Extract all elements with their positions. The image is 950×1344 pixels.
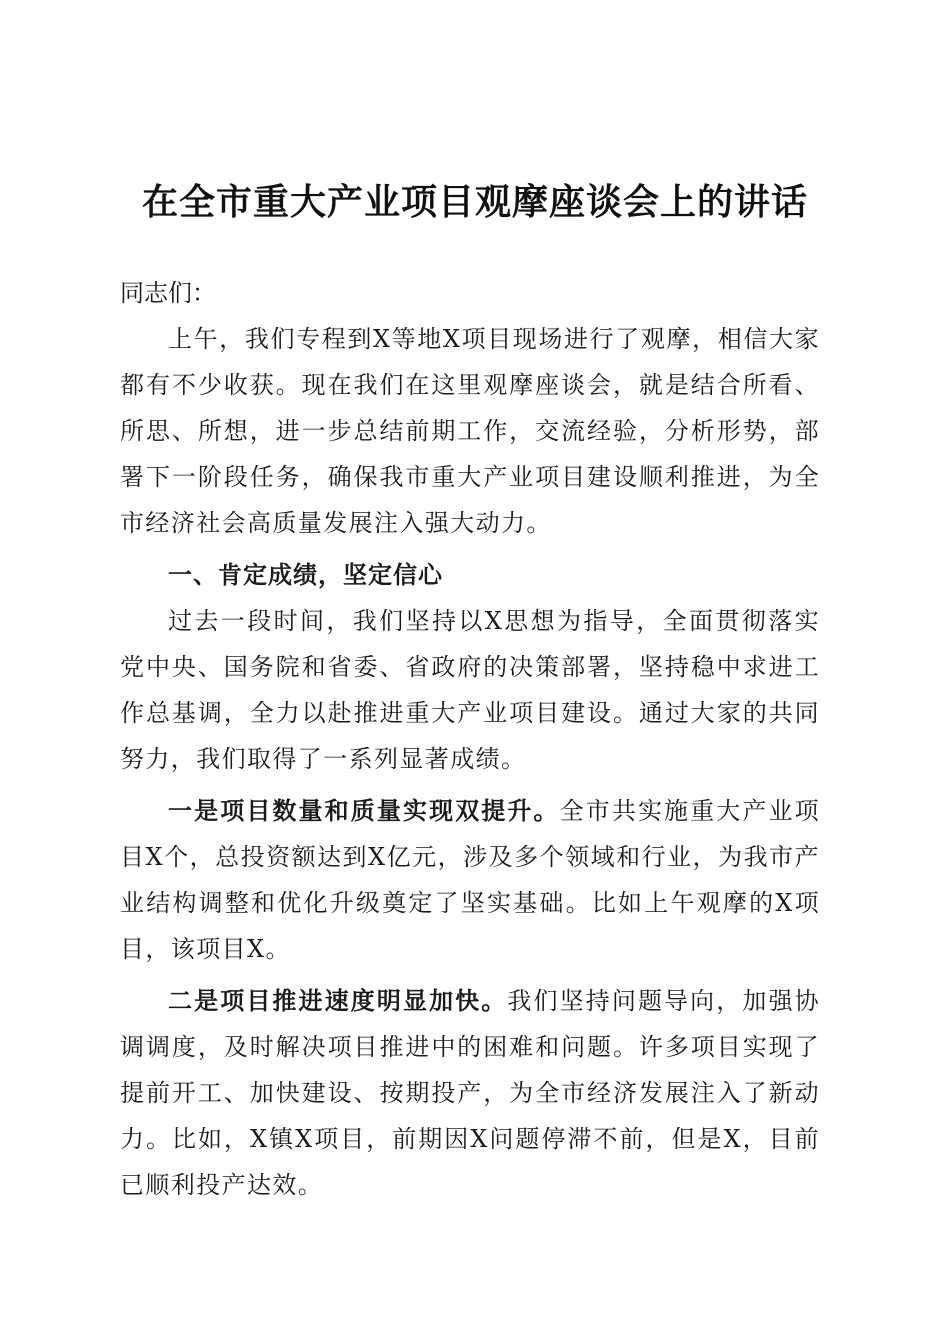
- document-body: [120, 270, 820, 1208]
- point-1-paragraph: [120, 788, 820, 972]
- point-2-paragraph: [120, 978, 820, 1208]
- document-title: 在全市重大产业项目观摩座谈会上的讲话: [141, 182, 808, 223]
- salutation: 同志们：: [120, 279, 216, 307]
- point-1-text: 全市共实施重大产业项目X个，总投资额达到X亿元，涉及多个领域和行业，为我市产业结构调整和优化升级奠定了坚实基础。比如上午观摩的X项目，该项目X。: [120, 797, 820, 963]
- point-2-lead: 二是项目推进速度明显加快。: [168, 987, 508, 1015]
- intro-paragraph: 上午，我们专程到X等地X项目现场进行了观摩，相信大家都有不少收获。现在我们在这里观摩座谈会，就是结合所看、所思、所想，进一步总结前期工作，交流经验，分析形势，部署下一阶段任务，确保我市重大产业项目建设顺利推进，为全市经济社会高质量发展注入强大动力。: [120, 325, 820, 537]
- section-heading-1: 一、肯定成绩，坚定信心: [168, 561, 443, 589]
- point-1-lead: 一是项目数量和质量实现双提升。: [168, 797, 560, 825]
- section-1-paragraph: 过去一段时间，我们坚持以X思想为指导，全面贯彻落实党中央、国务院和省委、省政府的决策部署，坚持稳中求进工作总基调，全力以赴推进重大产业项目建设。通过大家的共同努力，我们取得了一系列显著成绩。: [120, 607, 820, 773]
- point-2-text: 我们坚持问题导向，加强协调调度，及时解决项目推进中的困难和问题。许多项目实现了提前开工、加快建设、按期投产，为全市经济发展注入了新动力。比如，X镇X项目，前期因X问题停滞不前，但是X，目前已顺利投产达效。: [120, 987, 820, 1199]
